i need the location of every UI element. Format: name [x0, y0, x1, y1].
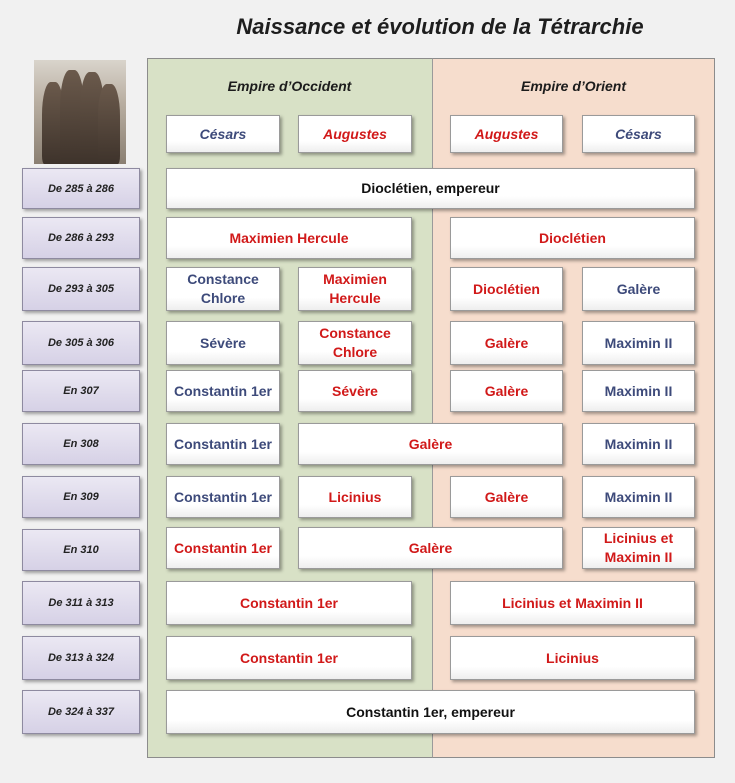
ruler-cell: Galère: [450, 370, 563, 412]
ruler-cell: Galère: [298, 527, 563, 569]
west-empire-heading: Empire d’Occident: [227, 78, 352, 94]
west-augustes-header: Augustes: [298, 115, 412, 153]
date-label: De 324 à 337: [22, 690, 140, 734]
ruler-cell: Constantin 1er: [166, 636, 412, 680]
ruler-cell: Sévère: [166, 321, 280, 365]
ruler-cell: Galère: [450, 321, 563, 365]
ruler-cell: Constance Chlore: [298, 321, 412, 365]
ruler-cell: Maximin II: [582, 476, 695, 518]
ruler-cell: Constantin 1er, empereur: [166, 690, 695, 734]
west-cesars-header: Césars: [166, 115, 280, 153]
ruler-cell: Constantin 1er: [166, 370, 280, 412]
ruler-cell: Licinius et Maximin II: [582, 527, 695, 569]
ruler-cell: Constantin 1er: [166, 581, 412, 625]
ruler-cell: Dioclétien: [450, 217, 695, 259]
ruler-cell: Licinius et Maximin II: [450, 581, 695, 625]
tetrarchs-statue-image: [34, 60, 126, 164]
date-label: De 286 à 293: [22, 217, 140, 259]
ruler-cell: Maximin II: [582, 321, 695, 365]
ruler-cell: Constance Chlore: [166, 267, 280, 311]
ruler-cell: Maximin II: [582, 423, 695, 465]
ruler-cell: Constantin 1er: [166, 423, 280, 465]
page-title: Naissance et évolution de la Tétrarchie: [236, 14, 644, 39]
date-label: En 308: [22, 423, 140, 465]
ruler-cell: Galère: [298, 423, 563, 465]
ruler-cell: Dioclétien, empereur: [166, 168, 695, 209]
date-label: De 285 à 286: [22, 168, 140, 209]
ruler-cell: Constantin 1er: [166, 527, 280, 569]
ruler-cell: Dioclétien: [450, 267, 563, 311]
east-augustes-header: Augustes: [450, 115, 563, 153]
ruler-cell: Galère: [450, 476, 563, 518]
date-label: De 305 à 306: [22, 321, 140, 365]
ruler-cell: Galère: [582, 267, 695, 311]
ruler-cell: Maximien Hercule: [298, 267, 412, 311]
date-label: De 311 à 313: [22, 581, 140, 625]
date-label: De 313 à 324: [22, 636, 140, 680]
ruler-cell: Constantin 1er: [166, 476, 280, 518]
ruler-cell: Sévère: [298, 370, 412, 412]
east-cesars-header: Césars: [582, 115, 695, 153]
ruler-cell: Maximin II: [582, 370, 695, 412]
east-empire-heading: Empire d’Orient: [520, 78, 627, 94]
ruler-cell: Licinius: [450, 636, 695, 680]
ruler-cell: Licinius: [298, 476, 412, 518]
date-label: En 310: [22, 529, 140, 571]
ruler-cell: Maximien Hercule: [166, 217, 412, 259]
date-label: En 307: [22, 370, 140, 412]
date-label: En 309: [22, 476, 140, 518]
date-label: De 293 à 305: [22, 267, 140, 311]
